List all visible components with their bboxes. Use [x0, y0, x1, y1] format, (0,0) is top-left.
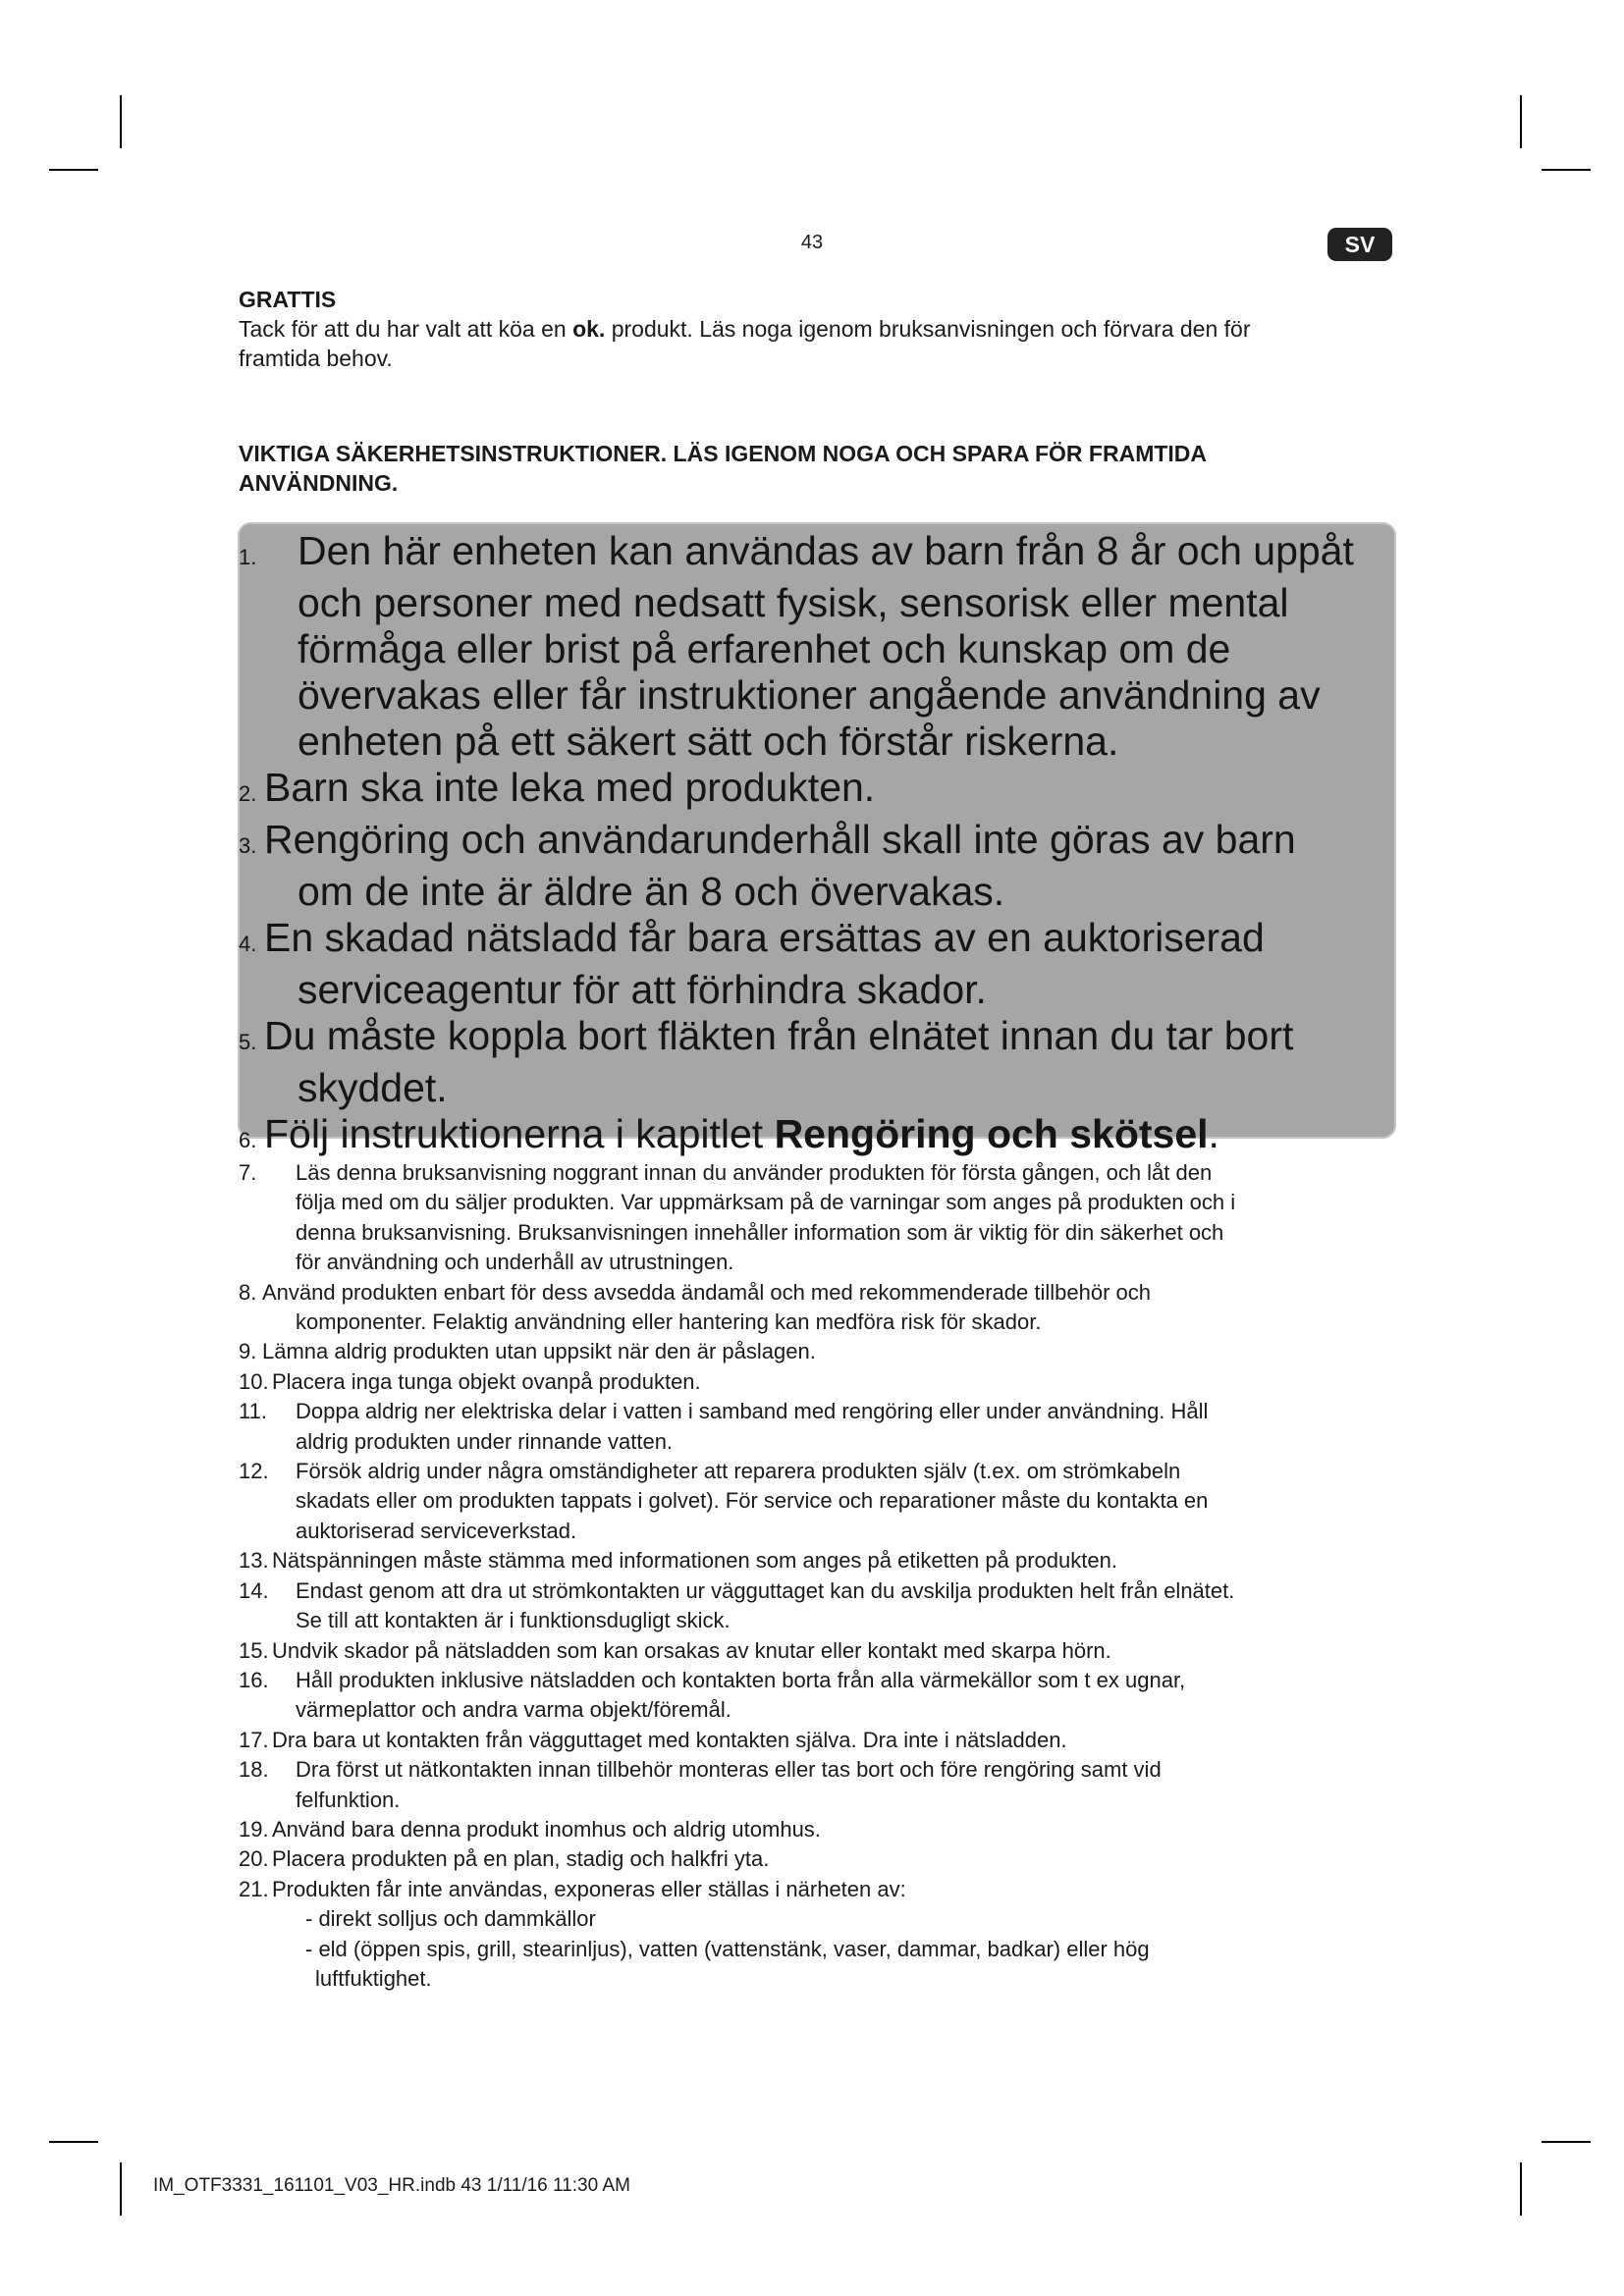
- warning-number: 5.: [239, 1030, 257, 1054]
- item-text: Håll produkten inklusive nätsladden och kontakten borta från alla värmekällor som t ex ugnar,: [296, 1667, 1186, 1692]
- item-text: skadats eller om produkten tappats i golvet). För service och reparationer måste du kontakta en: [296, 1488, 1209, 1514]
- list-item: [239, 1158, 1397, 1278]
- sub-item: - eld (öppen spis, grill, stearinljus), vatten (vattenstänk, vaser, dammar, badkar) eller hög: [305, 1936, 1150, 1961]
- item-text: Doppa aldrig ner elektriska delar i vatten i samband med rengöring eller under användning. Håll: [296, 1399, 1209, 1424]
- item-text: Lämna aldrig produkten utan uppsikt när den är påslagen.: [262, 1339, 816, 1364]
- item-text: Försök aldrig under några omständigheter att reparera produkten själv (t.ex. om strömkabeln: [296, 1459, 1181, 1484]
- page-number: 43: [800, 232, 824, 253]
- crop-mark: [49, 169, 98, 171]
- item-text: Dra bara ut kontakten från vägguttaget med kontakten själva. Dra inte i nätsladden.: [272, 1727, 1067, 1752]
- warning-text: förmåga eller brist på erfarenhet och kunskap om de: [298, 626, 1231, 671]
- list-item: [239, 1636, 1397, 1666]
- warning-number: 2.: [239, 781, 257, 806]
- item-text: aldrig produkten under rinnande vatten.: [296, 1428, 674, 1454]
- item-text: Nätspänningen måste stämma med informationen som anges på etiketten på produkten.: [272, 1548, 1117, 1574]
- item-number: 21.: [239, 1876, 269, 1901]
- item-number: 20.: [239, 1846, 269, 1872]
- item-text: Placera inga tunga objekt ovanpå produkten.: [272, 1368, 701, 1394]
- warning-number: 4.: [239, 932, 257, 956]
- crop-mark: [1520, 95, 1522, 148]
- item-number: 17.: [239, 1727, 269, 1752]
- warning-number: 1.: [239, 545, 257, 569]
- item-text: för användning och underhåll av utrustningen.: [296, 1250, 734, 1275]
- warning-text: skyddet.: [298, 1065, 448, 1110]
- warning-text: och personer med nedsatt fysisk, sensorisk eller mental: [298, 580, 1289, 625]
- item-text: Använd produkten enbart för dess avsedda ändamål och med rekommenderade tillbehör och: [262, 1279, 1151, 1305]
- item-text: Undvik skador på nätsladden som kan orsakas av knutar eller kontakt med skarpa hörn.: [272, 1637, 1111, 1663]
- item-text: värmeplattor och andra varma objekt/föremål.: [296, 1697, 731, 1723]
- item-text: denna bruksanvisning. Bruksanvisningen innehåller information som är viktig för din säkerhet och: [296, 1219, 1224, 1245]
- item-number: 16.: [239, 1667, 269, 1692]
- item-text: Se till att kontakten är i funktionsdugligt skick.: [296, 1608, 731, 1633]
- safety-heading-line2: ANVÄNDNING.: [239, 470, 399, 496]
- intro-text: [239, 314, 1397, 344]
- list-item: [239, 1815, 1397, 1844]
- warning-text: enheten på ett säkert sätt och förstår riskerna.: [298, 719, 1119, 764]
- crop-mark: [120, 95, 122, 148]
- intro-section: [239, 285, 1397, 373]
- item-text: felfunktion.: [296, 1787, 401, 1812]
- item-text: Produkten får inte användas, exponeras eller ställas i närheten av:: [272, 1876, 906, 1901]
- warning-item: [239, 765, 1368, 817]
- item-number: 9.: [239, 1339, 257, 1364]
- safety-heading: [239, 439, 1397, 498]
- warning-text: En skadad nätsladd får bara ersättas av en auktoriserad: [264, 915, 1265, 960]
- list-item: [239, 1457, 1397, 1546]
- warning-text: Barn ska inte leka med produkten.: [264, 765, 876, 810]
- warning-item: [239, 1013, 1368, 1111]
- item-text: Endast genom att dra ut strömkontakten ur vägguttaget kan du avskilja produkten helt från elnätet.: [296, 1577, 1235, 1603]
- warning-text: Följ instruktionerna i kapitlet: [264, 1111, 775, 1156]
- item-number: 8.: [239, 1279, 257, 1305]
- crop-mark: [49, 2141, 98, 2143]
- warning-item: [239, 915, 1368, 1013]
- intro-text-line2: framtida behov.: [239, 346, 393, 371]
- warning-text: om de inte är äldre än 8 och övervakas.: [298, 869, 1005, 914]
- item-text: Placera produkten på en plan, stadig och halkfri yta.: [272, 1846, 770, 1872]
- list-item: [239, 1666, 1397, 1726]
- item-text: komponenter. Felaktig användning eller hantering kan medföra risk för skador.: [296, 1309, 1042, 1335]
- warning-line: [239, 528, 1368, 580]
- print-footer: IM_OTF3331_161101_V03_HR.indb 43 1/11/16 11:30 AM: [153, 2175, 630, 2196]
- crop-mark: [120, 2163, 122, 2216]
- warning-text: Den här enheten kan användas av barn från 8 år och uppåt: [298, 528, 1354, 573]
- list-item: [239, 1576, 1397, 1636]
- item-text: Läs denna bruksanvisning noggrant innan du använder produkten för första gången, och låt den: [296, 1160, 1213, 1185]
- intro-heading: GRATTIS: [239, 287, 337, 312]
- chapter-reference: Rengöring och skötsel: [774, 1111, 1209, 1156]
- item-number: 10.: [239, 1368, 269, 1394]
- language-badge: SV: [1327, 228, 1392, 261]
- item-text: auktoriserad serviceverkstad.: [296, 1518, 577, 1543]
- warning-line: [239, 1111, 1368, 1163]
- item-number: 19.: [239, 1816, 269, 1842]
- intro-text-start: Tack för att du har valt att köa en: [239, 316, 573, 342]
- item-number: 14.: [239, 1577, 269, 1603]
- warning-item: [239, 817, 1368, 915]
- list-item: [239, 1397, 1397, 1457]
- crop-mark: [1542, 2141, 1591, 2143]
- item-text: Dra först ut nätkontakten innan tillbehör monteras eller tas bort och före rengöring samt vid: [296, 1757, 1162, 1783]
- warning-list: [239, 528, 1368, 1163]
- warning-line: [239, 915, 1368, 967]
- item-number: 11.: [239, 1399, 267, 1424]
- warning-text: .: [1208, 1111, 1219, 1156]
- list-item: [239, 1278, 1397, 1338]
- warning-item: [239, 528, 1368, 765]
- sub-item: - direkt solljus och dammkällor: [305, 1906, 596, 1932]
- instruction-list: [239, 1158, 1397, 1994]
- item-text: Använd bara denna produkt inomhus och aldrig utomhus.: [272, 1816, 821, 1842]
- warning-item: [239, 1111, 1368, 1163]
- safety-heading-line1: VIKTIGA SÄKERHETSINSTRUKTIONER. LÄS IGENOM NOGA OCH SPARA FÖR FRAMTIDA: [239, 441, 1208, 466]
- warning-line: [239, 1013, 1368, 1065]
- item-text: följa med om du säljer produkten. Var uppmärksam på de varningar som anges på produkten och i: [296, 1190, 1236, 1215]
- warning-line: [239, 765, 1368, 817]
- sub-item: luftfuktighet.: [315, 1965, 432, 1991]
- warning-line: [239, 817, 1368, 869]
- crop-mark: [1542, 169, 1591, 171]
- item-number: 15.: [239, 1637, 269, 1663]
- crop-mark: [1520, 2163, 1522, 2216]
- warning-text: serviceagentur för att förhindra skador.: [298, 967, 987, 1012]
- item-number: 7.: [239, 1160, 257, 1185]
- list-item: [239, 1546, 1397, 1575]
- list-item: [239, 1875, 1397, 1995]
- intro-text-end: produkt. Läs noga igenom bruksanvisningen och förvara den för: [605, 316, 1251, 342]
- list-item: [239, 1367, 1397, 1397]
- list-item: [239, 1337, 1397, 1366]
- list-item: [239, 1844, 1397, 1874]
- list-item: [239, 1726, 1397, 1755]
- brand-name: ok.: [572, 316, 606, 342]
- list-item: [239, 1755, 1397, 1815]
- item-number: 13.: [239, 1548, 269, 1574]
- warning-text: Du måste koppla bort fläkten från elnätet innan du tar bort: [264, 1013, 1294, 1058]
- item-number: 12.: [239, 1459, 269, 1484]
- warning-number: 6.: [239, 1128, 257, 1152]
- item-number: 18.: [239, 1757, 269, 1783]
- warning-text: Rengöring och användarunderhåll skall inte göras av barn: [264, 817, 1296, 862]
- warning-text: övervakas eller får instruktioner angående användning av: [298, 672, 1321, 718]
- warning-number: 3.: [239, 833, 257, 858]
